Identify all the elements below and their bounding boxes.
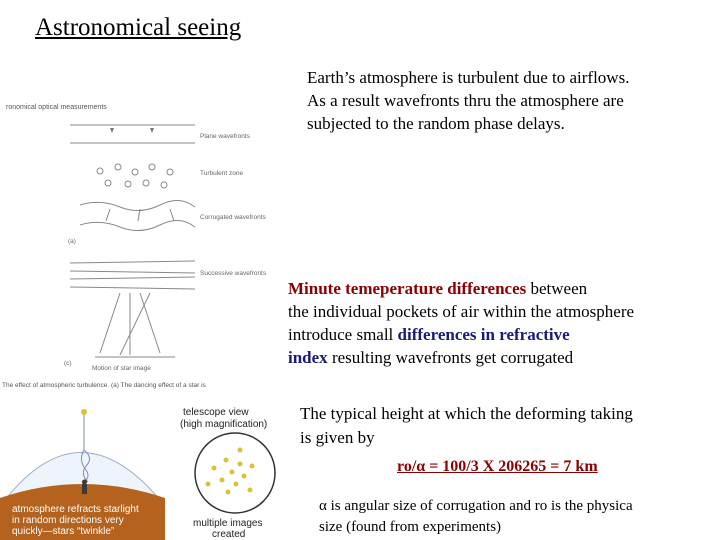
telescope-view-label: telescope view: [183, 407, 249, 418]
atmosphere-caption-1: atmosphere refracts starlight: [12, 504, 139, 515]
height-paragraph: [300, 402, 710, 450]
label-motion-star-image: Motion of star image: [92, 365, 151, 372]
height-line-1: The typical height at which the deforming taking: [300, 404, 633, 423]
intro-line-3: subjected to the random phase delays.: [307, 114, 565, 133]
telescope-view-circle: [195, 433, 275, 513]
temperature-text-between: between: [526, 279, 588, 298]
label-turbulent-zone: Turbulent zone: [200, 170, 244, 177]
successive-wavefronts: [70, 261, 195, 357]
temperature-line-2: the individual pockets of air within the atmosphere: [288, 302, 635, 321]
page-title: Astronomical seeing: [35, 14, 242, 41]
temperature-line-1: [288, 277, 708, 300]
temperature-text-result: resulting wavefronts get corrugated: [327, 348, 574, 367]
label-plane-wavefronts: Plane wavefronts: [200, 133, 250, 140]
star-icon: [81, 409, 87, 415]
plane-wavefronts: [70, 125, 195, 143]
alpha-line-1: α is angular size of corrugation and ro is the physica: [319, 498, 633, 514]
highlight-temperature-differences: Minute temeperature differences: [288, 279, 527, 298]
seeing-formula: ro/α = 100/3 X 206265 = 7 km: [397, 458, 598, 475]
highlight-index: index: [288, 348, 328, 367]
magnification-label: (high magnification): [180, 419, 268, 430]
atmosphere-caption-3: quickly—stars “twinkle”: [12, 526, 115, 537]
label-successive-wavefronts: Successive wavefronts: [200, 270, 267, 277]
observer-figure: [82, 480, 87, 495]
corrugated-wavefronts: [80, 200, 195, 230]
turbulent-zone: [97, 164, 173, 188]
twinkle-illustration: [0, 400, 285, 540]
multiple-images-label-1: multiple images: [193, 518, 263, 529]
intro-line-2: As a result wavefronts thru the atmosphere are: [307, 91, 624, 110]
diagram-header: ronomical optical measurements: [6, 104, 107, 111]
highlight-refractive-differences: differences in refractive: [397, 325, 570, 344]
intro-line-1: Earth’s atmosphere is turbulent due to airflows.: [307, 68, 630, 87]
label-a: (a): [68, 238, 76, 245]
atmosphere-caption-2: in random directions very: [12, 515, 124, 526]
temperature-line-4: [288, 346, 708, 369]
diagram-caption: The effect of atmospheric turbulence. (a) The dancing effect of a star is: [2, 382, 206, 389]
temperature-text-introduce: introduce small: [288, 325, 398, 344]
label-corrugated-wavefronts: Corrugated wavefronts: [200, 214, 266, 221]
intro-paragraph: [307, 66, 707, 135]
multiple-images-label-2: created: [212, 529, 246, 540]
temperature-paragraph: [288, 277, 708, 369]
alpha-line-2: size (found from experiments): [319, 519, 502, 535]
temperature-line-3: [288, 323, 708, 346]
plane-wavefront-arrows: [110, 128, 154, 133]
label-c: (c): [64, 360, 72, 367]
wavefront-diagram: [0, 95, 285, 395]
alpha-definition: [319, 496, 719, 538]
height-line-2: is given by: [300, 428, 375, 447]
